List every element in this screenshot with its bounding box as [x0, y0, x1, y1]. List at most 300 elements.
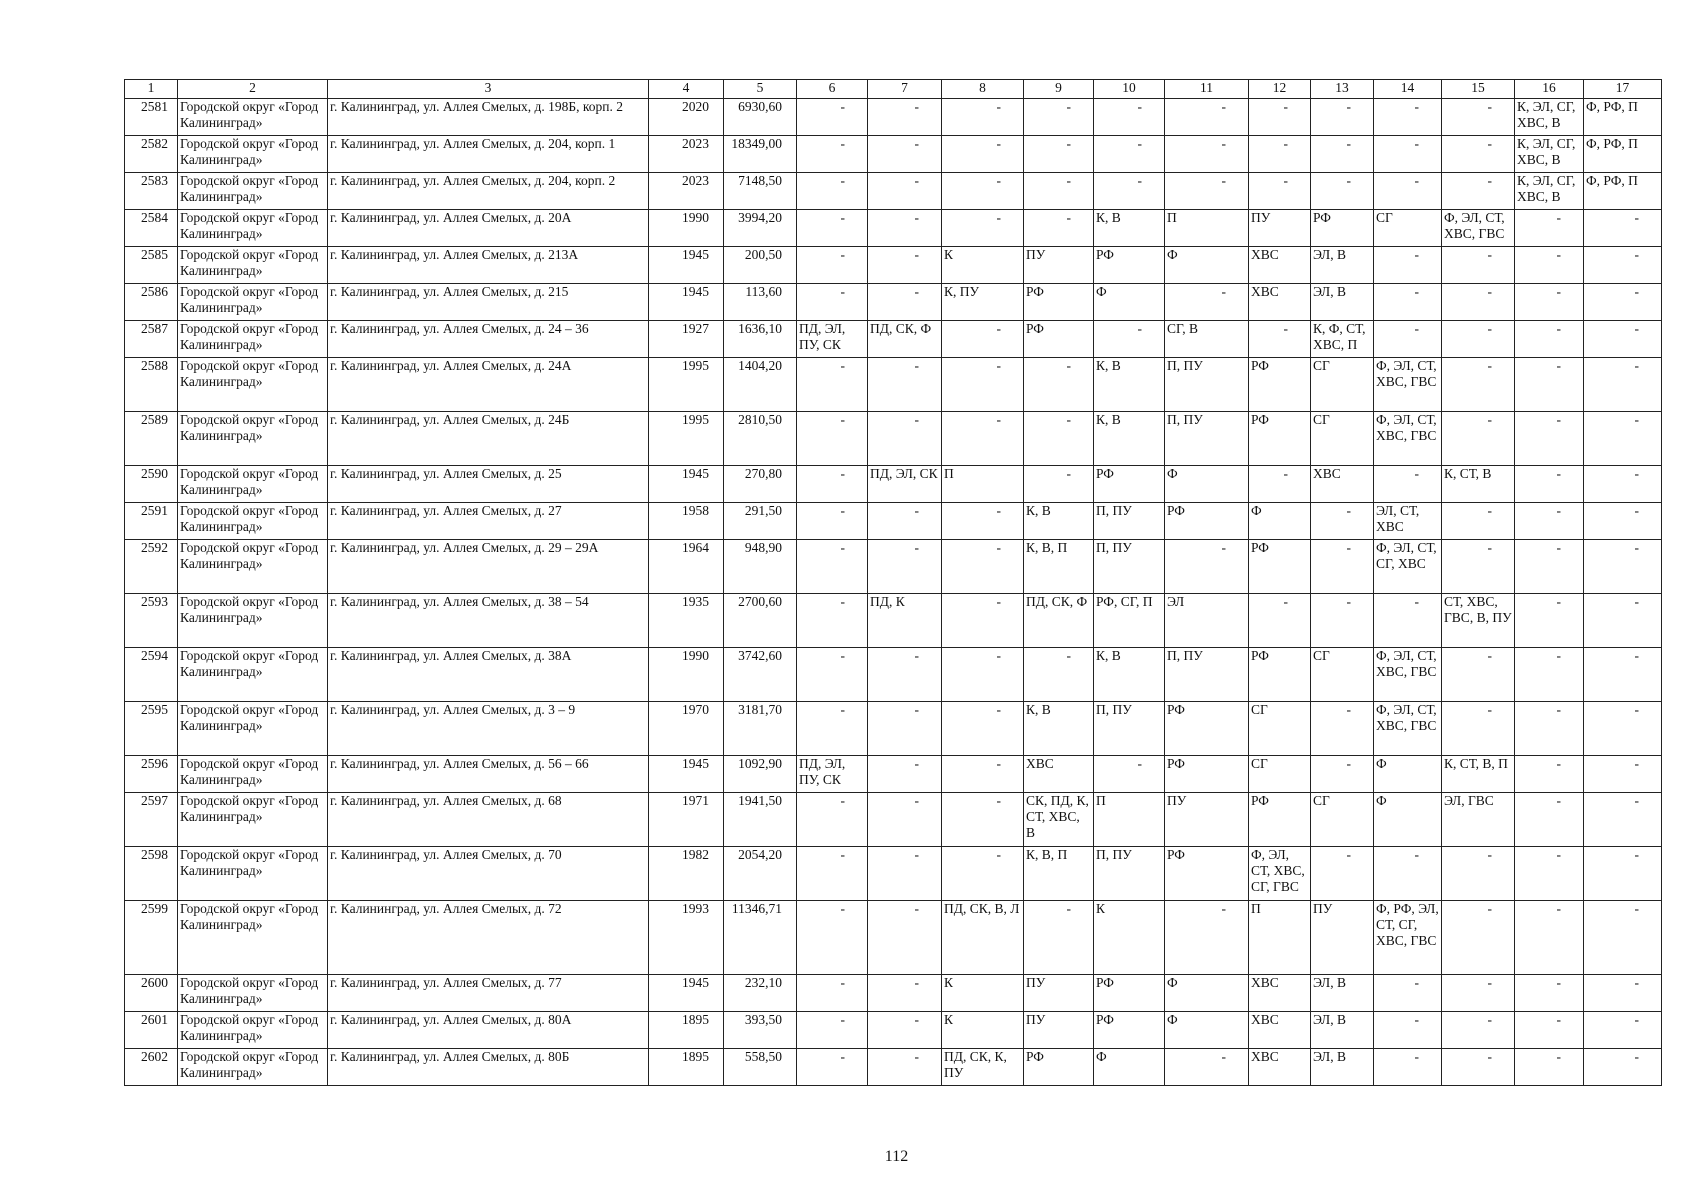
table-cell: -: [797, 594, 868, 648]
table-cell: -: [797, 540, 868, 594]
table-cell: ХВС: [1249, 975, 1311, 1012]
table-cell: -: [1515, 466, 1584, 503]
table-cell: -: [1374, 1049, 1442, 1086]
table-cell: 2602: [125, 1049, 178, 1086]
table-cell: К, СТ, В: [1442, 466, 1515, 503]
table-cell: -: [1442, 136, 1515, 173]
table-cell: -: [1584, 1049, 1662, 1086]
table-cell: г. Калининград, ул. Аллея Смелых, д. 204, корп. 1: [328, 136, 649, 173]
table-cell: -: [1515, 648, 1584, 702]
table-cell: -: [1374, 1012, 1442, 1049]
table-cell: ПД, ЭЛ, СК: [868, 466, 942, 503]
table-cell: -: [1442, 173, 1515, 210]
table-cell: 2601: [125, 1012, 178, 1049]
table-cell: г. Калининград, ул. Аллея Смелых, д. 24 – 36: [328, 321, 649, 358]
table-cell: 1945: [649, 247, 724, 284]
table-cell: -: [868, 901, 942, 975]
table-cell: П, ПУ: [1094, 503, 1165, 540]
table-row: [125, 210, 1662, 247]
table-cell: 2020: [649, 99, 724, 136]
table-cell: 2590: [125, 466, 178, 503]
table-cell: -: [1249, 321, 1311, 358]
table-cell: РФ: [1094, 1012, 1165, 1049]
table-cell: -: [868, 1012, 942, 1049]
table-cell: ПД, СК, Ф: [1024, 594, 1094, 648]
table-cell: 2594: [125, 648, 178, 702]
table-cell: РФ: [1249, 793, 1311, 847]
table-cell: 1945: [649, 756, 724, 793]
table-cell: -: [942, 648, 1024, 702]
table-cell: -: [797, 793, 868, 847]
table-cell: К, В: [1024, 503, 1094, 540]
table-cell: Ф: [1374, 793, 1442, 847]
table-cell: Городской округ «Город Калининград»: [178, 975, 328, 1012]
column-header: 10: [1094, 80, 1165, 99]
table-cell: -: [797, 173, 868, 210]
table-cell: -: [1311, 173, 1374, 210]
table-cell: Городской округ «Город Калининград»: [178, 99, 328, 136]
table-cell: СТ, ХВС, ГВС, В, ПУ: [1442, 594, 1515, 648]
table-cell: -: [942, 847, 1024, 901]
table-cell: 2599: [125, 901, 178, 975]
table-cell: -: [1374, 594, 1442, 648]
table-cell: г. Калининград, ул. Аллея Смелых, д. 3 – 9: [328, 702, 649, 756]
table-cell: -: [1374, 975, 1442, 1012]
table-cell: СГ: [1249, 702, 1311, 756]
table-cell: -: [868, 358, 942, 412]
table-cell: РФ: [1249, 358, 1311, 412]
table-cell: К, В, П: [1024, 847, 1094, 901]
table-cell: 1990: [649, 210, 724, 247]
table-cell: -: [1442, 412, 1515, 466]
table-cell: 2054,20: [724, 847, 797, 901]
table-cell: -: [797, 358, 868, 412]
table-cell: -: [797, 648, 868, 702]
table-cell: -: [1584, 540, 1662, 594]
table-cell: ХВС: [1249, 1049, 1311, 1086]
table-cell: -: [1374, 321, 1442, 358]
table-cell: 11346,71: [724, 901, 797, 975]
table-cell: -: [1374, 284, 1442, 321]
table-cell: ПУ: [1249, 210, 1311, 247]
table-cell: -: [1165, 99, 1249, 136]
table-cell: -: [868, 284, 942, 321]
table-cell: 1927: [649, 321, 724, 358]
table-cell: -: [1515, 793, 1584, 847]
table-cell: ХВС: [1249, 1012, 1311, 1049]
table-cell: г. Калининград, ул. Аллея Смелых, д. 215: [328, 284, 649, 321]
table-cell: 2586: [125, 284, 178, 321]
table-cell: -: [1249, 466, 1311, 503]
table-cell: г. Калининград, ул. Аллея Смелых, д. 72: [328, 901, 649, 975]
table-cell: РФ: [1165, 847, 1249, 901]
table-cell: -: [1094, 136, 1165, 173]
column-header: 8: [942, 80, 1024, 99]
table-cell: -: [1374, 847, 1442, 901]
table-cell: Ф: [1165, 247, 1249, 284]
table-cell: -: [1374, 99, 1442, 136]
table-cell: -: [942, 210, 1024, 247]
table-cell: ХВС: [1249, 284, 1311, 321]
table-cell: -: [1515, 1049, 1584, 1086]
table-cell: -: [1584, 466, 1662, 503]
table-cell: Городской округ «Город Калининград»: [178, 702, 328, 756]
table-cell: -: [942, 99, 1024, 136]
table-cell: П: [1165, 210, 1249, 247]
table-cell: К, В: [1094, 358, 1165, 412]
table-cell: -: [868, 1049, 942, 1086]
table-cell: -: [1515, 1012, 1584, 1049]
table-cell: К: [942, 247, 1024, 284]
table-cell: -: [1442, 321, 1515, 358]
table-row: [125, 99, 1662, 136]
table-cell: -: [1249, 594, 1311, 648]
table-cell: ПУ: [1024, 1012, 1094, 1049]
table-cell: -: [868, 793, 942, 847]
table-cell: г. Калининград, ул. Аллея Смелых, д. 29 – 29А: [328, 540, 649, 594]
table-cell: 1895: [649, 1012, 724, 1049]
table-cell: РФ: [1094, 466, 1165, 503]
column-header: 15: [1442, 80, 1515, 99]
table-cell: -: [1024, 648, 1094, 702]
table-cell: -: [1311, 702, 1374, 756]
table-cell: -: [942, 540, 1024, 594]
table-cell: Ф, РФ, ЭЛ, СТ, СГ, ХВС, ГВС: [1374, 901, 1442, 975]
table-cell: -: [1024, 173, 1094, 210]
table-cell: -: [1584, 321, 1662, 358]
table-cell: -: [1515, 503, 1584, 540]
table-cell: К, СТ, В, П: [1442, 756, 1515, 793]
table-cell: РФ: [1249, 540, 1311, 594]
table-cell: -: [868, 210, 942, 247]
table-cell: -: [1515, 321, 1584, 358]
table-cell: -: [942, 793, 1024, 847]
table-cell: ХВС: [1024, 756, 1094, 793]
table-cell: -: [1311, 136, 1374, 173]
table-cell: К, В: [1094, 648, 1165, 702]
table-cell: 200,50: [724, 247, 797, 284]
table-cell: -: [1584, 1012, 1662, 1049]
table-cell: К: [942, 1012, 1024, 1049]
table-cell: -: [1024, 358, 1094, 412]
table-cell: Городской округ «Город Калининград»: [178, 321, 328, 358]
table-row: [125, 1012, 1662, 1049]
table-cell: Городской округ «Город Калининград»: [178, 136, 328, 173]
table-cell: -: [868, 756, 942, 793]
table-cell: -: [942, 503, 1024, 540]
table-cell: 2581: [125, 99, 178, 136]
table-cell: -: [797, 247, 868, 284]
table-cell: ЭЛ: [1165, 594, 1249, 648]
table-cell: -: [1094, 173, 1165, 210]
table-cell: -: [1442, 1049, 1515, 1086]
table-cell: -: [1311, 847, 1374, 901]
column-header: 11: [1165, 80, 1249, 99]
table-cell: К, В, П: [1024, 540, 1094, 594]
table-cell: 3181,70: [724, 702, 797, 756]
table-cell: 2600: [125, 975, 178, 1012]
table-cell: П, ПУ: [1094, 540, 1165, 594]
table-cell: Городской округ «Город Калининград»: [178, 358, 328, 412]
table-cell: 948,90: [724, 540, 797, 594]
table-cell: -: [797, 975, 868, 1012]
column-header: 17: [1584, 80, 1662, 99]
table-cell: Ф: [1165, 975, 1249, 1012]
table-row: [125, 847, 1662, 901]
table-cell: -: [1311, 503, 1374, 540]
table-row: [125, 648, 1662, 702]
table-cell: -: [1374, 247, 1442, 284]
table-cell: Ф: [1165, 466, 1249, 503]
table-cell: 1990: [649, 648, 724, 702]
column-header: 1: [125, 80, 178, 99]
table-cell: г. Калининград, ул. Аллея Смелых, д. 80А: [328, 1012, 649, 1049]
table-cell: -: [1024, 412, 1094, 466]
table-cell: РФ: [1094, 247, 1165, 284]
table-row: [125, 756, 1662, 793]
table-cell: 1958: [649, 503, 724, 540]
table-cell: г. Калининград, ул. Аллея Смелых, д. 25: [328, 466, 649, 503]
table-cell: -: [797, 702, 868, 756]
table-cell: -: [1584, 975, 1662, 1012]
table-cell: СГ, В: [1165, 321, 1249, 358]
table-cell: ЭЛ, В: [1311, 975, 1374, 1012]
table-cell: 2597: [125, 793, 178, 847]
column-header: 12: [1249, 80, 1311, 99]
table-cell: ПД, ЭЛ, ПУ, СК: [797, 756, 868, 793]
table-cell: -: [1442, 503, 1515, 540]
page-number: 112: [884, 1148, 909, 1165]
table-cell: -: [1094, 321, 1165, 358]
table-cell: 1993: [649, 901, 724, 975]
table-cell: -: [1165, 173, 1249, 210]
table-row: [125, 702, 1662, 756]
table-cell: ЭЛ, СТ, ХВС: [1374, 503, 1442, 540]
table-cell: г. Калининград, ул. Аллея Смелых, д. 38 – 54: [328, 594, 649, 648]
table-cell: Городской округ «Город Калининград»: [178, 503, 328, 540]
table-cell: -: [1515, 412, 1584, 466]
table-cell: 2591: [125, 503, 178, 540]
table-cell: -: [868, 975, 942, 1012]
table-cell: -: [1515, 210, 1584, 247]
table-row: [125, 284, 1662, 321]
column-header: 9: [1024, 80, 1094, 99]
table-cell: -: [1094, 99, 1165, 136]
table-cell: -: [1442, 99, 1515, 136]
table-cell: г. Калининград, ул. Аллея Смелых, д. 198Б, корп. 2: [328, 99, 649, 136]
table-cell: -: [1311, 540, 1374, 594]
table-cell: -: [1515, 540, 1584, 594]
table-row: [125, 503, 1662, 540]
table-cell: -: [1442, 247, 1515, 284]
table-cell: -: [797, 503, 868, 540]
table-cell: г. Калининград, ул. Аллея Смелых, д. 24А: [328, 358, 649, 412]
table-cell: -: [1515, 594, 1584, 648]
table-cell: Городской округ «Город Калининград»: [178, 648, 328, 702]
table-cell: 2588: [125, 358, 178, 412]
table-cell: -: [1249, 99, 1311, 136]
table-cell: 1982: [649, 847, 724, 901]
table-cell: Городской округ «Город Калининград»: [178, 594, 328, 648]
column-header: 3: [328, 80, 649, 99]
table-row: [125, 136, 1662, 173]
table-cell: -: [1311, 99, 1374, 136]
table-cell: 2810,50: [724, 412, 797, 466]
table-cell: -: [868, 173, 942, 210]
table-cell: Ф, ЭЛ, СТ, ХВС, ГВС: [1374, 412, 1442, 466]
table-cell: г. Калининград, ул. Аллея Смелых, д. 204, корп. 2: [328, 173, 649, 210]
table-cell: -: [1442, 702, 1515, 756]
table-cell: -: [797, 901, 868, 975]
table-cell: ЭЛ, В: [1311, 1012, 1374, 1049]
table-cell: -: [1442, 358, 1515, 412]
table-cell: -: [942, 136, 1024, 173]
table-cell: -: [1442, 648, 1515, 702]
table-cell: 18349,00: [724, 136, 797, 173]
table-cell: -: [1584, 210, 1662, 247]
table-cell: -: [1374, 466, 1442, 503]
table-cell: -: [1584, 847, 1662, 901]
table-cell: К: [942, 975, 1024, 1012]
table-cell: 2585: [125, 247, 178, 284]
table-cell: СГ: [1311, 648, 1374, 702]
table-cell: Городской округ «Город Калининград»: [178, 793, 328, 847]
table-cell: 2595: [125, 702, 178, 756]
table-cell: СК, ПД, К, СТ, ХВС, В: [1024, 793, 1094, 847]
table-cell: г. Калининград, ул. Аллея Смелых, д. 27: [328, 503, 649, 540]
table-cell: -: [1584, 793, 1662, 847]
table-cell: 2596: [125, 756, 178, 793]
table-cell: Ф: [1165, 1012, 1249, 1049]
table-cell: СГ: [1374, 210, 1442, 247]
table-row: [125, 975, 1662, 1012]
table-cell: -: [942, 321, 1024, 358]
table-cell: П, ПУ: [1094, 702, 1165, 756]
table-cell: -: [1515, 901, 1584, 975]
table-cell: -: [1515, 702, 1584, 756]
table-cell: 558,50: [724, 1049, 797, 1086]
table-cell: 1995: [649, 358, 724, 412]
table-cell: 1404,20: [724, 358, 797, 412]
table-cell: 393,50: [724, 1012, 797, 1049]
table-cell: -: [1165, 284, 1249, 321]
table-cell: 2589: [125, 412, 178, 466]
table-cell: К, ЭЛ, СГ, ХВС, В: [1515, 99, 1584, 136]
table-cell: г. Калининград, ул. Аллея Смелых, д. 38А: [328, 648, 649, 702]
table-cell: Городской округ «Город Калининград»: [178, 540, 328, 594]
table-cell: -: [1515, 847, 1584, 901]
data-table: [124, 79, 1662, 1086]
table-cell: Городской округ «Город Калининград»: [178, 412, 328, 466]
table-cell: 2700,60: [724, 594, 797, 648]
table-cell: ПУ: [1024, 975, 1094, 1012]
table-cell: Ф, РФ, П: [1584, 136, 1662, 173]
table-cell: -: [797, 1049, 868, 1086]
table-cell: 3994,20: [724, 210, 797, 247]
table-cell: г. Калининград, ул. Аллея Смелых, д. 68: [328, 793, 649, 847]
table-cell: П, ПУ: [1165, 358, 1249, 412]
table-cell: 6930,60: [724, 99, 797, 136]
table-cell: СГ: [1311, 412, 1374, 466]
table-cell: 3742,60: [724, 648, 797, 702]
table-cell: РФ: [1024, 321, 1094, 358]
table-cell: -: [1515, 358, 1584, 412]
table-cell: Городской округ «Город Калининград»: [178, 210, 328, 247]
table-row: [125, 901, 1662, 975]
table-cell: -: [1374, 136, 1442, 173]
table-cell: -: [1024, 136, 1094, 173]
table-cell: Ф: [1374, 756, 1442, 793]
table-cell: -: [942, 358, 1024, 412]
table-cell: Городской округ «Город Калининград»: [178, 173, 328, 210]
table-cell: г. Калининград, ул. Аллея Смелых, д. 56 – 66: [328, 756, 649, 793]
table-cell: П, ПУ: [1094, 847, 1165, 901]
table-cell: 1636,10: [724, 321, 797, 358]
table-cell: ХВС: [1249, 247, 1311, 284]
table-cell: ПД, К: [868, 594, 942, 648]
table-cell: ЭЛ, ГВС: [1442, 793, 1515, 847]
table-cell: 2593: [125, 594, 178, 648]
table-cell: -: [1442, 1012, 1515, 1049]
table-cell: -: [1515, 284, 1584, 321]
table-cell: -: [1094, 756, 1165, 793]
table-cell: -: [1442, 540, 1515, 594]
table-cell: 2582: [125, 136, 178, 173]
table-row: [125, 793, 1662, 847]
table-cell: -: [868, 99, 942, 136]
table-cell: -: [1374, 173, 1442, 210]
table-cell: -: [1165, 1049, 1249, 1086]
table-cell: Городской округ «Город Калининград»: [178, 284, 328, 321]
table-cell: -: [868, 136, 942, 173]
column-header: 5: [724, 80, 797, 99]
table-cell: Ф: [1094, 1049, 1165, 1086]
column-header: 7: [868, 80, 942, 99]
table-cell: 1970: [649, 702, 724, 756]
table-cell: ПД, СК, Ф: [868, 321, 942, 358]
table-cell: РФ: [1165, 702, 1249, 756]
table-cell: -: [1311, 594, 1374, 648]
table-cell: 232,10: [724, 975, 797, 1012]
table-cell: П: [942, 466, 1024, 503]
table-cell: К, Ф, СТ, ХВС, П: [1311, 321, 1374, 358]
table-cell: СГ: [1311, 358, 1374, 412]
table-cell: Городской округ «Город Калининград»: [178, 756, 328, 793]
table-cell: -: [1515, 756, 1584, 793]
table-cell: -: [1584, 284, 1662, 321]
table-cell: 2598: [125, 847, 178, 901]
table-cell: РФ, СГ, П: [1094, 594, 1165, 648]
table-cell: Городской округ «Город Калининград»: [178, 247, 328, 284]
table-cell: -: [797, 136, 868, 173]
table-cell: -: [797, 99, 868, 136]
table-cell: г. Калининград, ул. Аллея Смелых, д. 70: [328, 847, 649, 901]
table-cell: К, В: [1094, 210, 1165, 247]
table-cell: Ф, ЭЛ, СТ, СГ, ХВС: [1374, 540, 1442, 594]
table-cell: 1971: [649, 793, 724, 847]
table-cell: 1092,90: [724, 756, 797, 793]
table-cell: 1995: [649, 412, 724, 466]
table-cell: -: [1442, 901, 1515, 975]
table-cell: Городской округ «Город Калининград»: [178, 1049, 328, 1086]
table-cell: 2583: [125, 173, 178, 210]
table-cell: -: [1024, 466, 1094, 503]
column-header: 4: [649, 80, 724, 99]
table-cell: РФ: [1249, 648, 1311, 702]
table-cell: Ф, РФ, П: [1584, 99, 1662, 136]
table-cell: -: [797, 412, 868, 466]
table-cell: 1895: [649, 1049, 724, 1086]
